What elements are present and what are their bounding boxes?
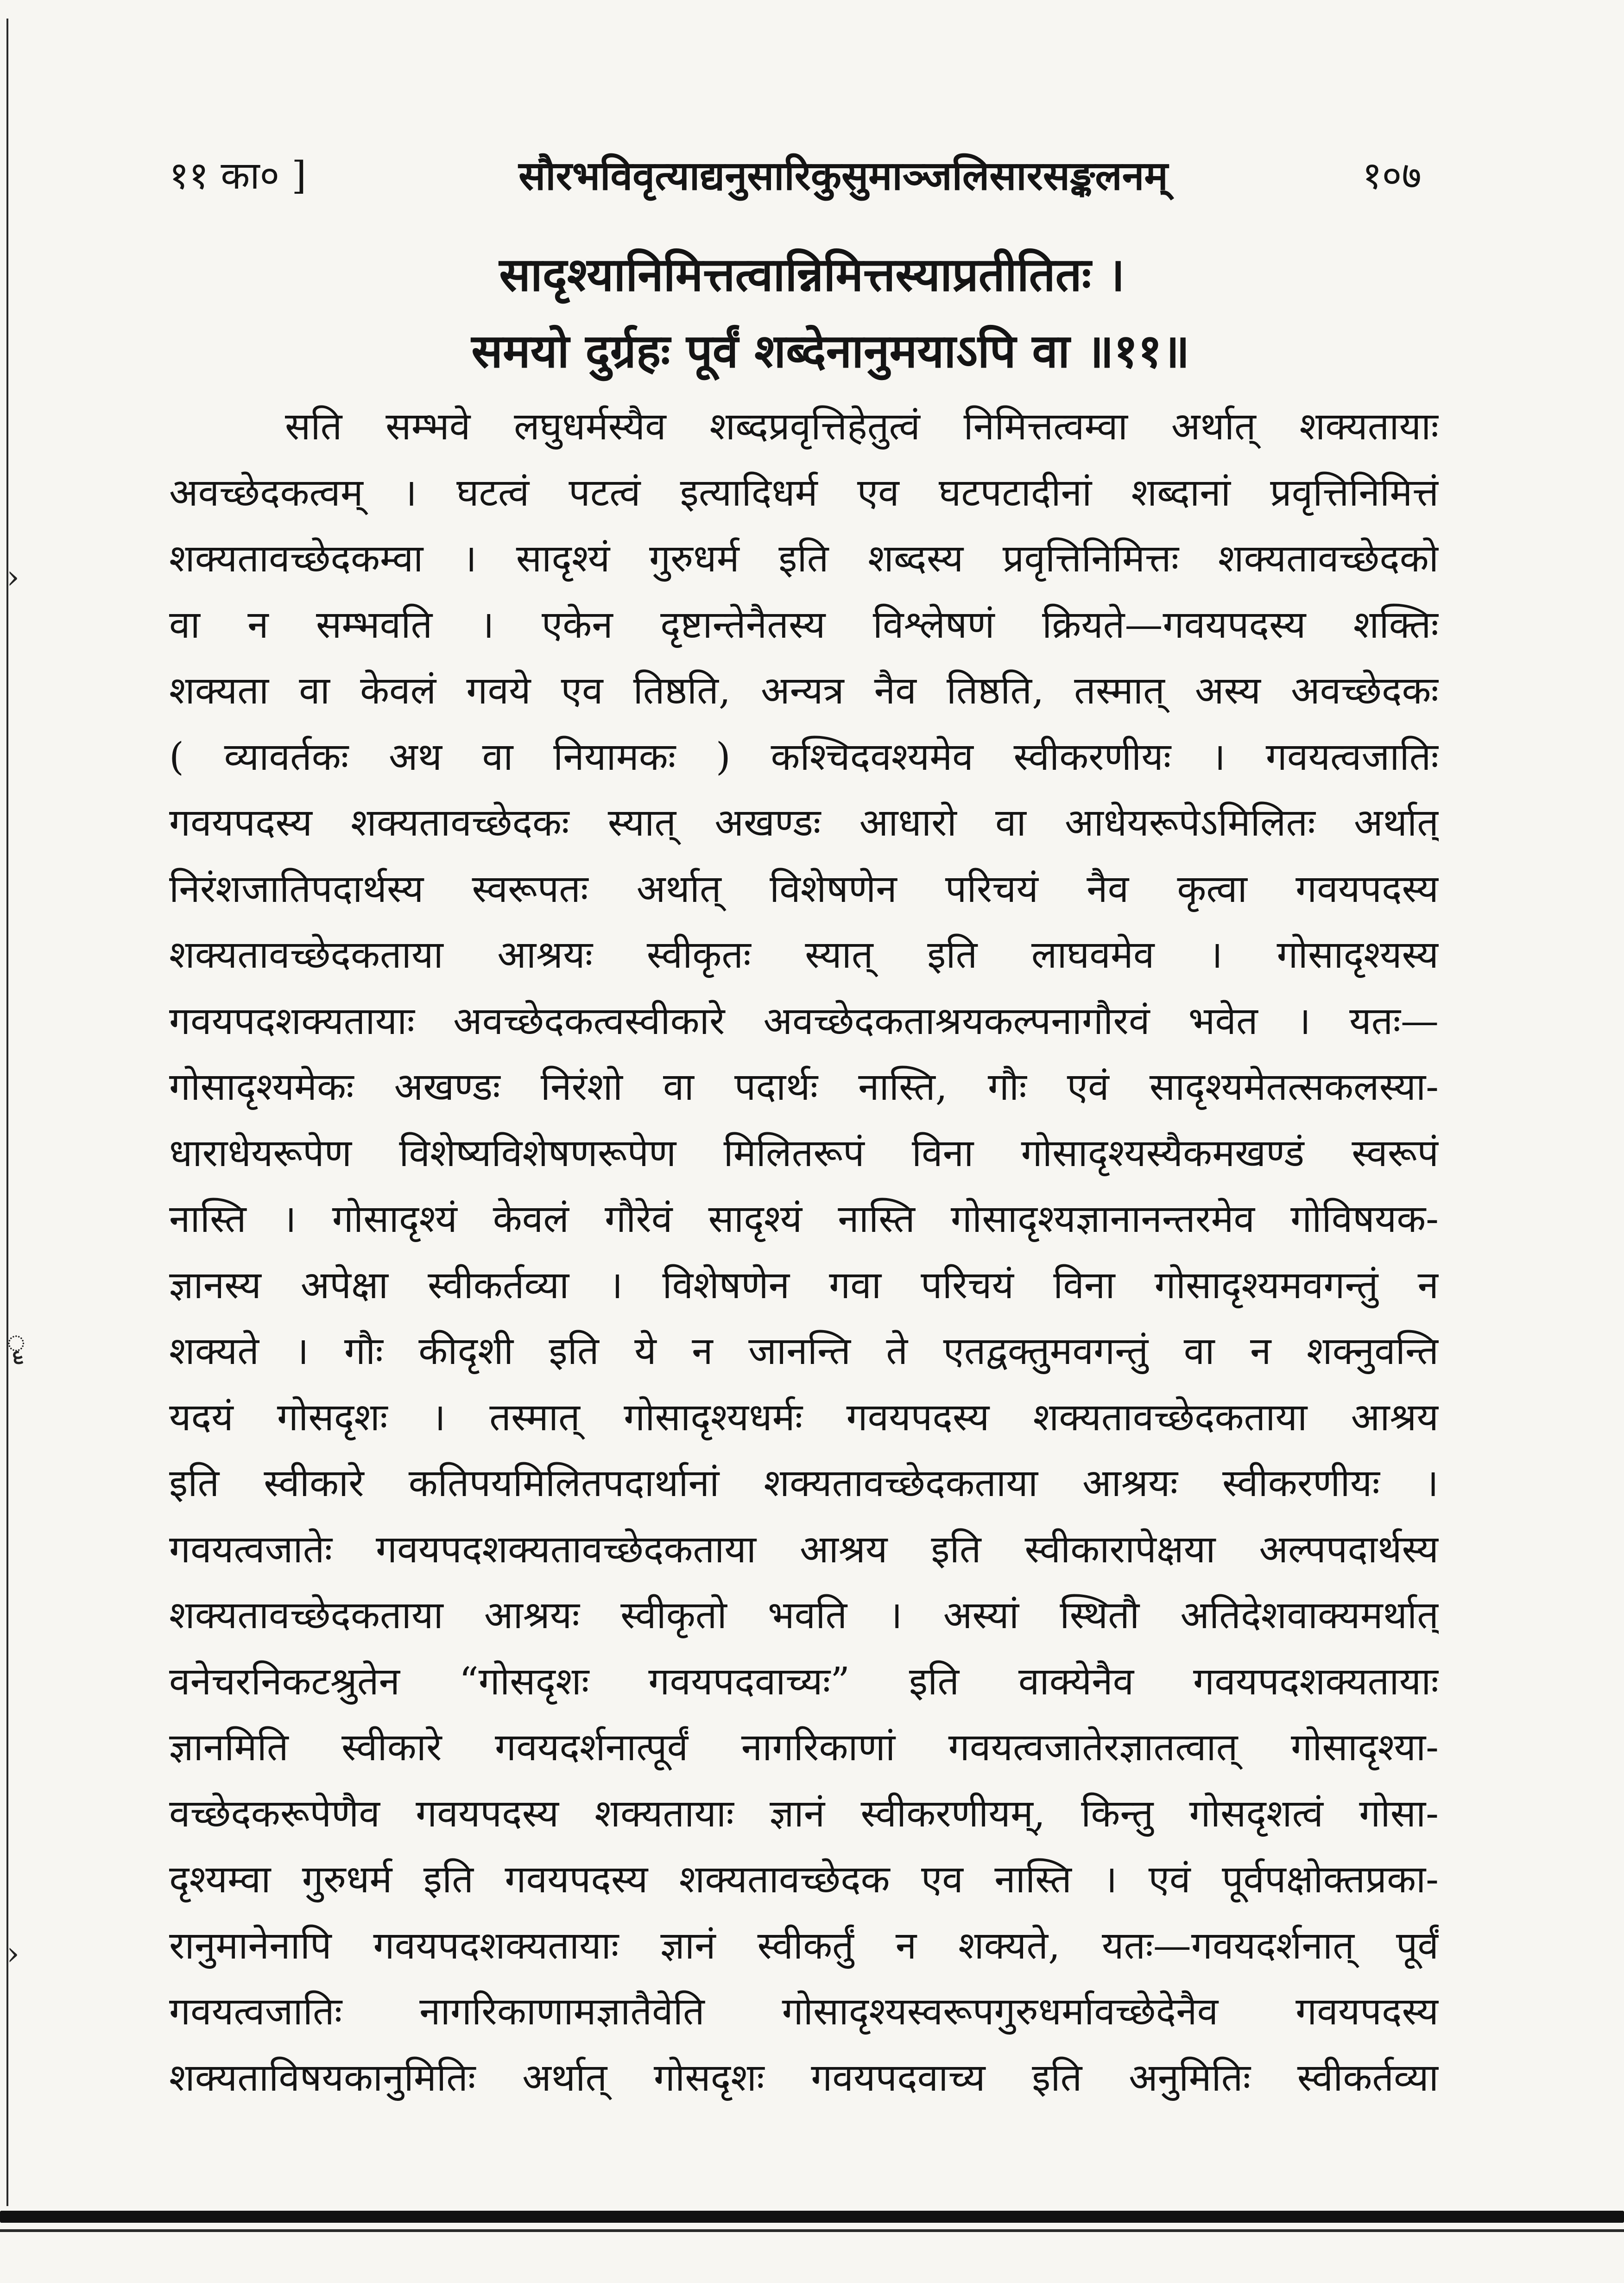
text-line: दृश्यम्वा गुरुधर्म इति गवयपदस्य शक्यतावच्छेदक एव नास्ति । एवं पूर्वपक्षोक्तप्रका- bbox=[169, 1858, 1439, 1902]
text-line: अवच्छेदकत्वम् । घटत्वं पटत्वं इत्यादिधर्म एव घटपटादीनां शब्दानां प्रवृत्तिनिमित्तं bbox=[169, 470, 1439, 515]
text-line: यदयं गोसदृशः । तस्मात् गोसादृश्यधर्मः गवयपदस्य शक्यतावच्छेदकताया आश्रय bbox=[169, 1395, 1439, 1440]
margin-mark-3: › bbox=[6, 1934, 19, 1972]
karika-verse bbox=[0, 236, 1624, 389]
page-bottom-edge-thin bbox=[0, 2229, 1624, 2232]
text-line: रानुमानेनापि गवयपदशक्यतायाः ज्ञानं स्वीकर्तुं न शक्यते, यतः—गवयदर्शनात् पूर्वं bbox=[169, 1923, 1439, 1968]
text-line: नास्ति । गोसादृश्यं केवलं गौरेवं सादृश्यं नास्ति गोसादृश्यज्ञानानन्तरमेव गोविषयक- bbox=[169, 1197, 1439, 1241]
text-line: गोसादृश्यमेकः अखण्डः निरंशो वा पदार्थः नास्ति, गौः एवं सादृश्यमेतत्सकलस्या- bbox=[169, 1065, 1439, 1109]
book-title: सौरभविवृत्याद्यनुसारिकुसुमाञ्जलिसारसङ्कलनम् bbox=[518, 152, 1168, 199]
text-line: गवयत्वजातिः नागरिकाणामज्ञातैवेति गोसादृश्यस्वरूपगुरुधर्मावच्छेदेनैव गवयपदस्य bbox=[169, 1990, 1439, 2034]
text-line: शक्यतावच्छेदकम्वा । सादृश्यं गुरुधर्म इति शब्दस्य प्रवृत्तिनिमित्तः शक्यतावच्छेदको bbox=[169, 537, 1439, 581]
text-line: धाराधेयरूपेण विशेष्यविशेषणरूपेण मिलितरूपं विना गोसादृश्यस्यैकमखण्डं स्वरूपं bbox=[169, 1131, 1439, 1175]
text-line: शक्यता वा केवलं गवये एव तिष्ठति, अन्यत्र नैव तिष्ठति, तस्मात् अस्य अवच्छेदकः bbox=[169, 669, 1439, 713]
text-line: वनेचरनिकटश्रुतेन “गोसदृशः गवयपदवाच्यः” इति वाक्येनैव गवयपदशक्यतायाः bbox=[169, 1659, 1439, 1704]
text-line: शक्यतावच्छेदकताया आश्रयः स्वीकृतो भवति । अस्यां स्थितौ अतिदेशवाक्यमर्थात् bbox=[169, 1593, 1439, 1637]
text-line: शक्यताविषयकानुमितिः अर्थात् गोसदृशः गवयपदवाच्य इति अनुमितिः स्वीकर्तव्या bbox=[169, 2055, 1439, 2100]
margin-mark-2: ॄ bbox=[6, 1323, 26, 1361]
page-number: १०७ bbox=[1362, 154, 1422, 198]
text-line: निरंशजातिपदार्थस्य स्वरूपतः अर्थात् विशेषणेन परिचयं नैव कृत्वा गवयपदस्य bbox=[169, 867, 1439, 911]
commentary-paragraph bbox=[169, 394, 1439, 2111]
page-bottom-edge bbox=[0, 2211, 1624, 2223]
section-label: ११ का० ] bbox=[169, 154, 307, 198]
margin-mark-1: › bbox=[6, 558, 19, 596]
text-line: वच्छेदकरूपेणैव गवयपदस्य शक्यतायाः ज्ञानं स्वीकरणीयम्, किन्तु गोसदृशत्वं गोसा- bbox=[169, 1791, 1439, 1836]
text-line: सति सम्भवे लघुधर्मस्यैव शब्दप्रवृत्तिहेतुत्वं निमित्तत्वम्वा अर्थात् शक्यतायाः bbox=[285, 405, 1439, 449]
verse-line-2: समयो दुर्ग्रहः पूर्वं शब्देनानुमयाऽपि वा ॥११॥ bbox=[471, 323, 1190, 378]
text-line: गवयपदशक्यतायाः अवच्छेदकत्वस्वीकारे अवच्छेदकताश्रयकल्पनागौरवं भवेत । यतः— bbox=[169, 999, 1439, 1043]
text-line: ( व्यावर्तकः अथ वा नियामकः ) कश्चिदवश्यमेव स्वीकरणीयः । गवयत्वजातिः bbox=[169, 735, 1439, 779]
text-line: वा न सम्भवति । एकेन दृष्टान्तेनैतस्य विश्लेषणं क्रियते—गवयपदस्य शक्तिः bbox=[169, 602, 1439, 647]
text-line: ज्ञानमिति स्वीकारे गवयदर्शनात्पूर्वं नागरिकाणां गवयत्वजातेरज्ञातत्वात् गोसादृश्या- bbox=[169, 1725, 1439, 1769]
running-header bbox=[0, 148, 1624, 204]
verse-line-1: सादृश्यानिमित्तत्वान्निमित्तस्याप्रतीतितः । bbox=[499, 247, 1125, 302]
text-line: गवयत्वजातेः गवयपदशक्यतावच्छेदकताया आश्रय इति स्वीकारापेक्षया अल्पपदार्थस्य bbox=[169, 1527, 1439, 1572]
text-line: ज्ञानस्य अपेक्षा स्वीकर्तव्या । विशेषणेन गवा परिचयं विना गोसादृश्यमवगन्तुं न bbox=[169, 1263, 1439, 1307]
text-line: शक्यते । गौः कीदृशी इति ये न जानन्ति ते एतद्वक्तुमवगन्तुं वा न शक्नुवन्ति bbox=[169, 1329, 1439, 1373]
text-line: गवयपदस्य शक्यतावच्छेदकः स्यात् अखण्डः आधारो वा आधेयरूपेऽमिलितः अर्थात् bbox=[169, 801, 1439, 845]
text-line: इति स्वीकारे कतिपयमिलितपदार्थानां शक्यतावच्छेदकताया आश्रयः स्वीकरणीयः । bbox=[169, 1461, 1439, 1505]
text-line: शक्यतावच्छेदकताया आश्रयः स्वीकृतः स्यात् इति लाघवमेव । गोसादृश्यस्य bbox=[169, 933, 1439, 977]
